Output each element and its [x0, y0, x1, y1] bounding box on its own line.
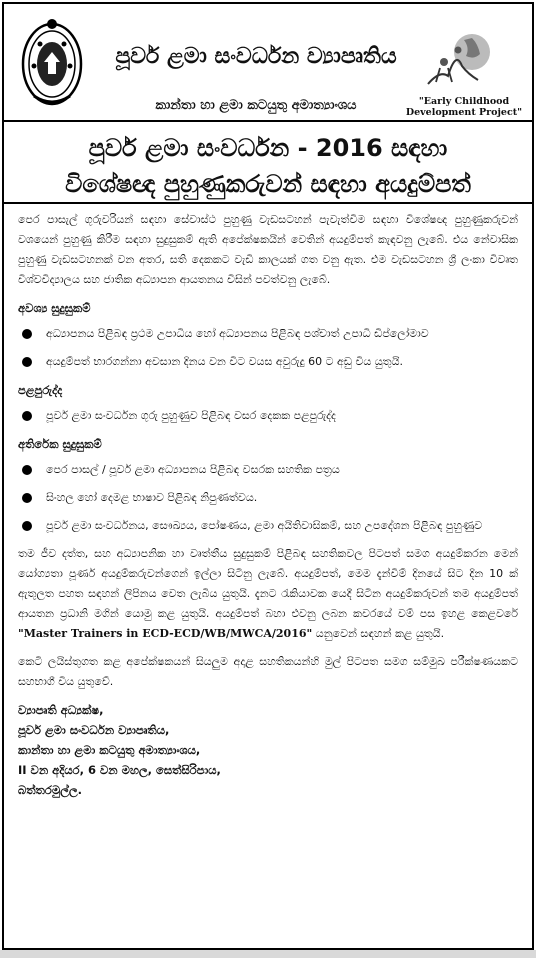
address-line: පූර්ව ළමා සංවර්ධන ව්‍යාපෘතිය,	[18, 723, 170, 737]
application-instructions	[18, 544, 518, 644]
bullet-icon	[22, 521, 32, 531]
additional-qualifications-heading: අතිරේක සුදුසුකම්	[18, 437, 102, 451]
bullet-icon	[22, 411, 32, 421]
required-qualifications-list	[18, 324, 518, 372]
experience-list	[18, 406, 518, 426]
list-item	[18, 488, 518, 508]
experience-heading: පළපුරුද්ද	[18, 383, 63, 397]
application-text-end: යනුවෙන් සඳහන් කළ යුතුයි.	[312, 627, 445, 640]
address-line: ව්‍යාපෘති අධ්‍යක්ෂ,	[18, 703, 104, 717]
list-item-text: සිංහල හෝ දෙමළ භාෂාව පිළිබඳ නිපුණත්වය.	[46, 491, 258, 504]
project-title: පූර්ව ළමා සංවර්ධන ව්‍යාපෘතිය	[115, 44, 397, 69]
ministry-name: කාන්තා හා ළමා කටයුතු අමාත්‍යාංශය	[155, 98, 357, 113]
notice-title-line-2: විශේෂඥ පුහුණුකරුවන් සඳහා අයදුම්පත්	[65, 170, 471, 198]
list-item	[18, 460, 518, 480]
bullet-icon	[22, 329, 32, 339]
list-item	[18, 516, 518, 536]
postal-address	[18, 700, 518, 800]
intro-paragraph: පෙර පාසැල් ගුරුවරියන් සඳහා සේවාස්ථ පුහුණු වැඩසටහන් පැවැත්වීම සඳහා විශේෂඥ පුහුණුකරුවන් වශයෙන් පුහුණු කිරීම සඳහා සුදුසුකම් ඇති අපේක්ෂකයින් වෙතින් අයදුම්පත් කැඳවනු ලැබේ. එය නේවාසික පුහුණු වැඩසටහනක් වන අතර, සති දෙකකට වැඩි කාලයක් ගත වනු ඇත. එම වැඩසටහන ශ්‍රී ලංකා විවෘත විශ්වවිද්‍යාලය සහ ජාතික අධ්‍යාපන ආයතනය විසින් පවත්වනු ලැබේ.	[18, 213, 518, 286]
list-item	[18, 352, 518, 372]
notice-title-box	[4, 124, 532, 204]
list-item	[18, 406, 518, 426]
list-item-text: පූර්ව ළමා සංවර්ධනය, සෞඛ්‍යය, පෝෂණය, ළමා අයිතිවාසිකම්, සහ උපදේශන පිළිබඳ පුහුණුව	[46, 519, 483, 532]
ecd-logo-caption: "Early Childhood Development Project"	[405, 96, 523, 118]
bullet-icon	[22, 465, 32, 475]
address-line: බත්තරමුල්ල.	[18, 783, 83, 797]
required-qualifications-heading: අවශ්‍ය සුදුසුකම්	[18, 301, 91, 315]
list-item-text: පූර්ව ළමා සංවර්ධන ගුරු පුහුණුව පිළිබඳ වසර දෙකක පළපුරුද්ද	[46, 409, 336, 422]
additional-qualifications-list	[18, 460, 518, 536]
notice-header	[4, 4, 532, 122]
bullet-icon	[22, 493, 32, 503]
ecd-project-logo-icon	[418, 30, 498, 90]
envelope-reference-code: "Master Trainers in ECD-ECD/WB/MWCA/2016"	[18, 627, 313, 640]
sri-lanka-emblem-icon	[20, 14, 84, 108]
list-item-text: අයදුම්පත් භාරගන්නා අවසාන දිනය වන විට වයස අවුරුදු 60 ට අඩු විය යුතුයි.	[46, 355, 404, 368]
address-line: කාන්තා හා ළමා කටයුතු අමාත්‍යාංශය,	[18, 743, 201, 757]
page-bottom-band	[0, 950, 536, 958]
list-item	[18, 324, 518, 344]
notice-title-line-1: පූර්ව ළමා සංවර්ධන - 2016 සඳහා	[88, 134, 448, 162]
notice-body	[18, 210, 518, 800]
list-item-text: පෙර පාසල් / පූර්ව ළමා අධ්‍යාපනය පිළිබඳ වසරක සහතික පත්‍රය	[46, 463, 340, 476]
application-text: තම ජීව දත්ත, සහ අධ්‍යාපනික හා වෘත්තීය සුදුසුකම් පිළිබඳ සහතිකවල පිටපත් සමග අයදුම්කරන මෙන් යෝග්‍යතා පූර්ණ අයදුම්කරුවන්ගෙන් ඉල්ලා සිටිනු ලැබේ. අයදුම්පත්, මෙම දැන්වීම් දිනයේ සිට දින 10 ක් ඇතුලත පහත සඳහන් ලිපිනය වෙත ලැබිය යුතුයි. දැනට රැකියාවක යෙදී සිටින අයදුම්කරුවන් තම අයදුම්පත් ආයතන ප්‍රධානි මගින් යොමු කළ යුතුයි. අයදුම්පත් බහා එවනු ලබන කවරයේ වම් පස ඉහළ කෙළවරේ	[18, 547, 518, 620]
shortlist-paragraph: කෙටි ලයිස්තුගත කළ අපේක්ෂකයන් සියලුම අදාළ සහතිකයන්හි මුල් පිටපත සමග සම්මුඛ පරීක්ෂණයකට සහභාගී විය යුතුවේ.	[18, 655, 518, 688]
address-line: II වන අදියර, 6 වන මහල, සෙත්සිරිපාය,	[18, 763, 221, 777]
list-item-text: අධ්‍යාපනය පිළිබඳ ප්‍රථම උපාධිය හෝ අධ්‍යාපනය පිළිබඳ පශ්චාත් උපාධි ඩිප්ලෝමාව	[46, 327, 429, 340]
bullet-icon	[22, 357, 32, 367]
